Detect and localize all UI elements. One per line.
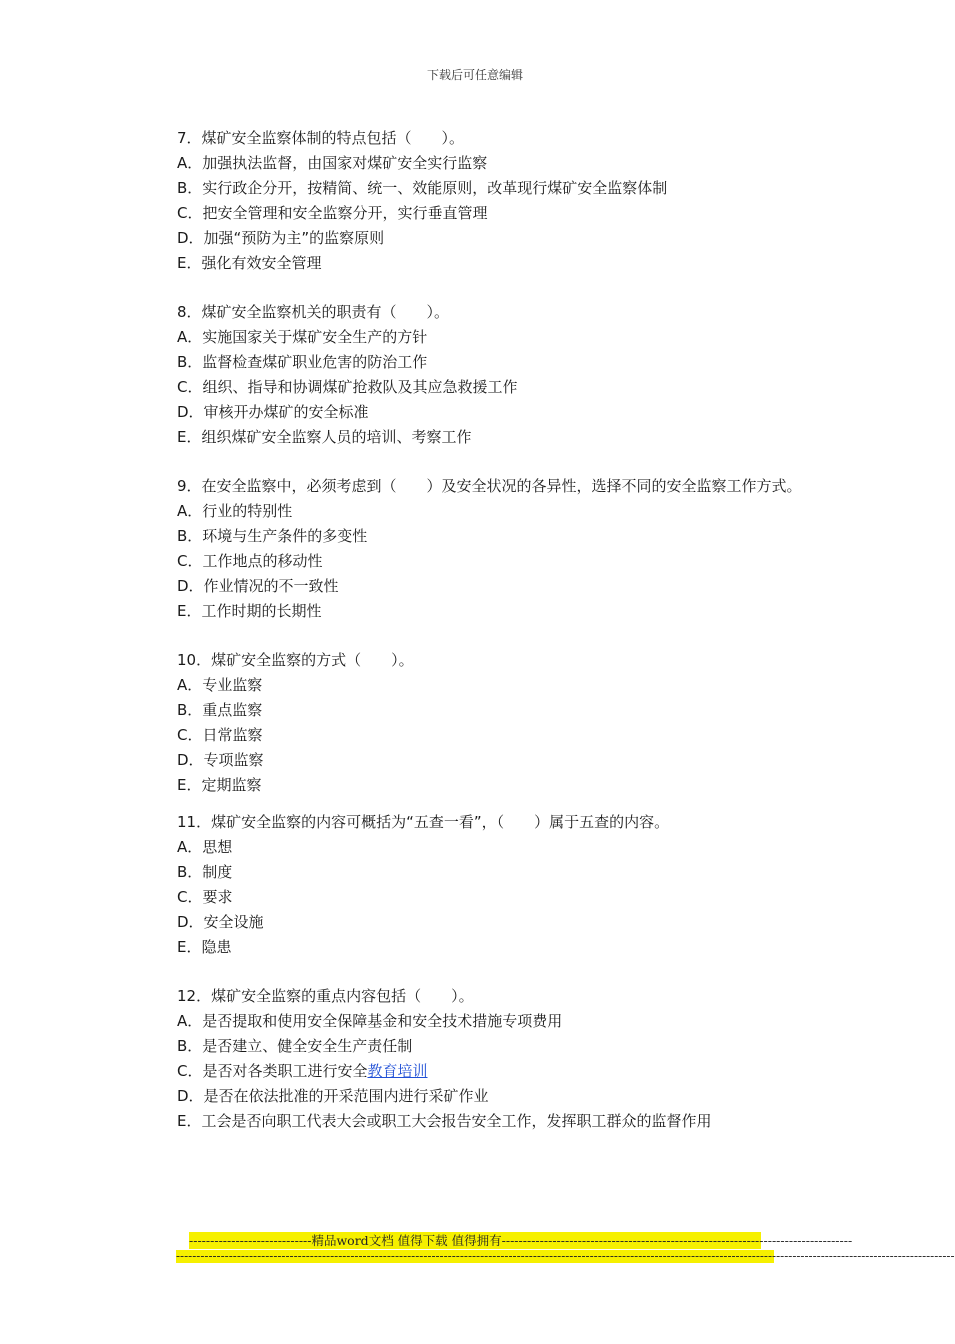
footer-banner-line-2: ------------------------------------------------------------------------------------------------------------------------------------------------------------------------------------------------ <box>176 1249 955 1263</box>
option-c: C．要求 <box>177 888 233 906</box>
question-10 <box>145 648 805 798</box>
option-a: A．思想 <box>177 838 233 856</box>
option-e: E．隐患 <box>177 938 232 956</box>
question-stem: 12．煤矿安全监察的重点内容包括（ ）。 <box>177 987 474 1005</box>
question-12 <box>145 984 805 1134</box>
option-d: D．专项监察 <box>177 751 264 769</box>
option-a: A．是否提取和使用安全保障基金和安全技术措施专项费用 <box>177 1012 563 1030</box>
question-11 <box>145 810 805 960</box>
option-d: D．作业情况的不一致性 <box>177 577 339 595</box>
option-b: B．实行政企分开，按精简、统一、效能原则，改革现行煤矿安全监察体制 <box>177 179 668 197</box>
option-b: B．制度 <box>177 863 233 881</box>
option-b: B．重点监察 <box>177 701 263 719</box>
option-a: A．加强执法监督，由国家对煤矿安全实行监察 <box>177 154 488 172</box>
question-9 <box>145 474 805 624</box>
option-c: C．工作地点的移动性 <box>177 552 323 570</box>
option-c: C．日常监察 <box>177 726 263 744</box>
option-c: C．组织、指导和协调煤矿抢救队及其应急救援工作 <box>177 378 518 396</box>
option-a: A．行业的特别性 <box>177 502 293 520</box>
question-stem: 7．煤矿安全监察体制的特点包括（ ）。 <box>177 129 465 147</box>
option-d: D．审核开办煤矿的安全标准 <box>177 403 369 421</box>
option-c <box>145 1059 805 1084</box>
question-8 <box>145 300 805 450</box>
question-stem: 9．在安全监察中，必须考虑到（ ）及安全状况的各异性，选择不同的安全监察工作方式。 <box>177 477 802 495</box>
footer-banner-line-1: -----------------------------精品word文档 值得下载 值得拥有----------------------------------------------------------------------------------- <box>189 1233 853 1248</box>
option-c-text: C．是否对各类职工进行安全 <box>177 1062 368 1080</box>
option-e: E．组织煤矿安全监察人员的培训、考察工作 <box>177 428 472 446</box>
option-d: D．加强“预防为主”的监察原则 <box>177 229 385 247</box>
option-d: D．是否在依法批准的开采范围内进行采矿作业 <box>177 1087 489 1105</box>
option-e: E．定期监察 <box>177 776 262 794</box>
option-e: E．工会是否向职工代表大会或职工大会报告安全工作，发挥职工群众的监督作用 <box>177 1112 712 1130</box>
question-stem: 8．煤矿安全监察机关的职责有（ ）。 <box>177 303 450 321</box>
option-b: B．是否建立、健全安全生产责任制 <box>177 1037 413 1055</box>
page-header: 下载后可任意编辑 <box>426 68 523 82</box>
education-training-link[interactable]: 教育培训 <box>367 1062 428 1080</box>
question-stem: 10．煤矿安全监察的方式（ ）。 <box>177 651 414 669</box>
document-body <box>145 126 805 1134</box>
option-b: B．环境与生产条件的多变性 <box>177 527 368 545</box>
question-stem: 11．煤矿安全监察的内容可概括为“五查一看”，（ ）属于五查的内容。 <box>177 813 670 831</box>
option-a: A．专业监察 <box>177 676 263 694</box>
question-7 <box>145 126 805 276</box>
option-a: A．实施国家关于煤矿安全生产的方针 <box>177 328 428 346</box>
option-b: B．监督检查煤矿职业危害的防治工作 <box>177 353 428 371</box>
option-d: D．安全设施 <box>177 913 264 931</box>
option-c: C．把安全管理和安全监察分开，实行垂直管理 <box>177 204 488 222</box>
option-e: E．工作时期的长期性 <box>177 602 322 620</box>
option-e: E．强化有效安全管理 <box>177 254 322 272</box>
